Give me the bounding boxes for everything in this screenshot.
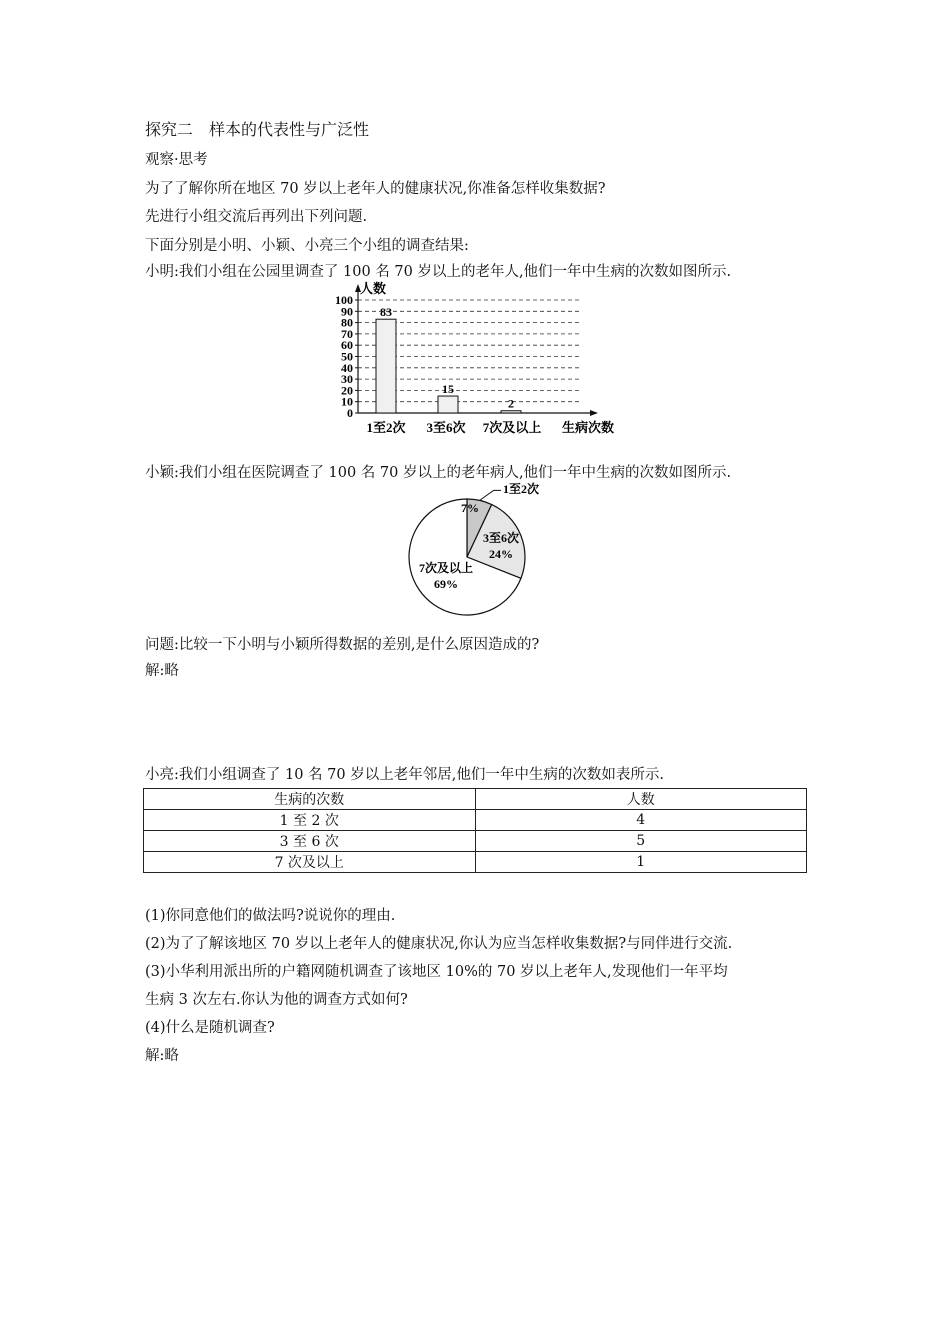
table-row [144, 831, 807, 852]
bar-value-label: 2 [508, 396, 514, 411]
bar-chart [318, 280, 628, 440]
question-4: (4)什么是随机调查? [145, 1020, 275, 1036]
y-tick-label: 100 [335, 293, 353, 307]
x-axis-arrow [590, 410, 598, 416]
bar-category-label: 1至2次 [366, 420, 406, 435]
table-cell: 7 次及以上 [144, 852, 476, 873]
bar-value-label: 15 [442, 382, 454, 397]
y-tick-label: 20 [341, 383, 353, 398]
question-1: (1)你同意他们的做法吗?说说你的理由. [145, 908, 396, 924]
pie-leader-line [480, 490, 501, 500]
y-tick-label: 90 [341, 304, 353, 319]
paragraph: 下面分别是小明、小颖、小亮三个小组的调查结果: [145, 238, 469, 254]
xiaoliang-text: 小亮:我们小组调查了 10 名 70 岁以上老年邻居,他们一年中生病的次数如表所示. [145, 767, 664, 783]
answer-text: 解:略 [145, 1048, 179, 1064]
table-cell: 1 [475, 852, 807, 873]
y-tick-label: 30 [341, 372, 353, 387]
question-3-line1: (3)小华利用派出所的户籍网随机调查了该地区 10%的 70 岁以上老年人,发现他们一年平均 [145, 964, 728, 980]
bar [376, 319, 396, 413]
table-cell: 3 至 6 次 [144, 831, 476, 852]
y-tick-label: 10 [341, 394, 353, 409]
bar-category-label: 3至6次 [426, 420, 466, 435]
table-cell: 5 [475, 831, 807, 852]
pie-label-7plus: 7次及以上 [418, 561, 474, 575]
pie-pct-1to2: 7% [461, 501, 479, 515]
y-tick-label: 50 [341, 349, 353, 364]
y-tick-label: 0 [347, 406, 353, 420]
bar [501, 411, 521, 413]
table-row [144, 852, 807, 873]
bar-chart-xlabel: 生病次数 [562, 420, 615, 435]
pie-label-3to6: 3至6次 [482, 531, 520, 545]
table-cell: 4 [475, 810, 807, 831]
bar [438, 396, 458, 413]
question-3-line2: 生病 3 次左右.你认为他的调查方式如何? [145, 992, 408, 1008]
section-title: 探究二 样本的代表性与广泛性 [145, 120, 370, 139]
bar-category-label: 7次及以上 [482, 420, 542, 435]
pie-pct-7plus: 69% [434, 577, 458, 591]
question-2: (2)为了了解该地区 70 岁以上老年人的健康状况,你认为应当怎样收集数据?与同伴进行交流. [145, 936, 733, 952]
observe-label: 观察·思考 [145, 152, 208, 168]
pie-label-1to2: 1至2次 [503, 482, 540, 496]
pie-pct-3to6: 24% [489, 547, 513, 561]
table-row [144, 810, 807, 831]
y-tick-label: 80 [341, 315, 353, 330]
pie-chart [395, 478, 555, 622]
table-cell: 1 至 2 次 [144, 810, 476, 831]
bar-chart-ylabel: 人数 [360, 281, 387, 296]
bar-value-label: 83 [380, 305, 392, 320]
table-header: 生病的次数 [144, 789, 476, 810]
y-tick-label: 70 [341, 326, 353, 341]
answer-text: 解:略 [145, 663, 179, 679]
question-text: 问题:比较一下小明与小颖所得数据的差别,是什么原因造成的? [145, 637, 540, 653]
table-header: 人数 [475, 789, 807, 810]
y-tick-label: 40 [341, 360, 353, 375]
table-header-row [144, 789, 807, 810]
paragraph: 先进行小组交流后再列出下列问题. [145, 209, 368, 225]
xiaoying-text: 小颖:我们小组在医院调查了 100 名 70 岁以上的老年病人,他们一年中生病的次数如图所示. [145, 465, 732, 481]
xiaoming-text: 小明:我们小组在公园里调查了 100 名 70 岁以上的老年人,他们一年中生病的次数如图所示. [145, 264, 732, 280]
paragraph: 为了了解你所在地区 70 岁以上老年人的健康状况,你准备怎样收集数据? [145, 181, 606, 197]
sick-count-table [143, 788, 807, 873]
y-tick-label: 60 [341, 338, 353, 353]
